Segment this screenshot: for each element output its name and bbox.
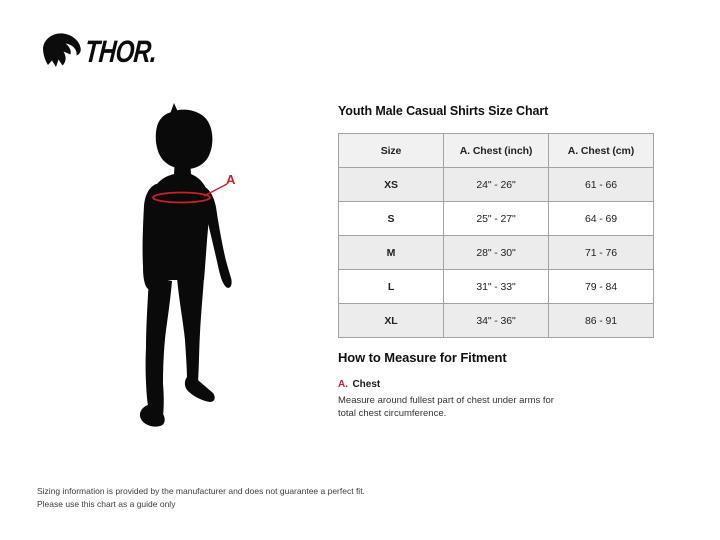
- table-row-xs: [339, 168, 654, 202]
- disclaimer-line-1: Sizing information is provided by the manufacturer and does not guarantee a perfect fit.: [37, 486, 365, 496]
- size-table: [338, 133, 654, 338]
- size-cell: XL: [339, 304, 444, 338]
- thor-ram-icon: [38, 30, 84, 74]
- brand-logo: [38, 30, 176, 74]
- disclaimer: [37, 485, 365, 511]
- brand-wordmark: THOR.: [83, 34, 158, 69]
- size-cell: L: [339, 270, 444, 304]
- measure-item-description: Measure around fullest part of chest under arms for total chest circumference.: [338, 395, 554, 419]
- child-silhouette-graphic: [100, 90, 300, 440]
- table-row-l: [339, 270, 654, 304]
- col-header-size: Size: [339, 134, 444, 168]
- chest-cm-cell: 86 - 91: [549, 304, 654, 338]
- table-row-xl: [339, 304, 654, 338]
- chest-cm-cell: 61 - 66: [549, 168, 654, 202]
- table-row-m: [339, 236, 654, 270]
- chest-inch-cell: 34" - 36": [444, 304, 549, 338]
- measure-guide: [338, 350, 588, 421]
- measure-item-chest: [338, 374, 588, 421]
- chest-cm-cell: 64 - 69: [549, 202, 654, 236]
- measure-item-key: A.: [338, 379, 348, 390]
- chest-cm-cell: 71 - 76: [549, 236, 654, 270]
- chest-inch-cell: 28" - 30": [444, 236, 549, 270]
- size-cell: M: [339, 236, 444, 270]
- size-table-header-row: [339, 134, 654, 168]
- measure-item-name: Chest: [352, 379, 381, 390]
- table-row-s: [339, 202, 654, 236]
- chest-cm-cell: 79 - 84: [549, 270, 654, 304]
- size-chart-title: Youth Male Casual Shirts Size Chart: [338, 104, 549, 118]
- size-cell: S: [339, 202, 444, 236]
- size-cell: XS: [339, 168, 444, 202]
- chest-inch-cell: 31" - 33": [444, 270, 549, 304]
- col-header-chest-cm: A. Chest (cm): [549, 134, 654, 168]
- fit-figure: [100, 90, 300, 440]
- chest-inch-cell: 25" - 27": [444, 202, 549, 236]
- disclaimer-line-2: Please use this chart as a guide only: [37, 498, 176, 509]
- measure-guide-heading: How to Measure for Fitment: [338, 350, 507, 365]
- col-header-chest-inch: A. Chest (inch): [444, 134, 549, 168]
- chest-annotation-label: A: [226, 172, 236, 187]
- chest-inch-cell: 24" - 26": [444, 168, 549, 202]
